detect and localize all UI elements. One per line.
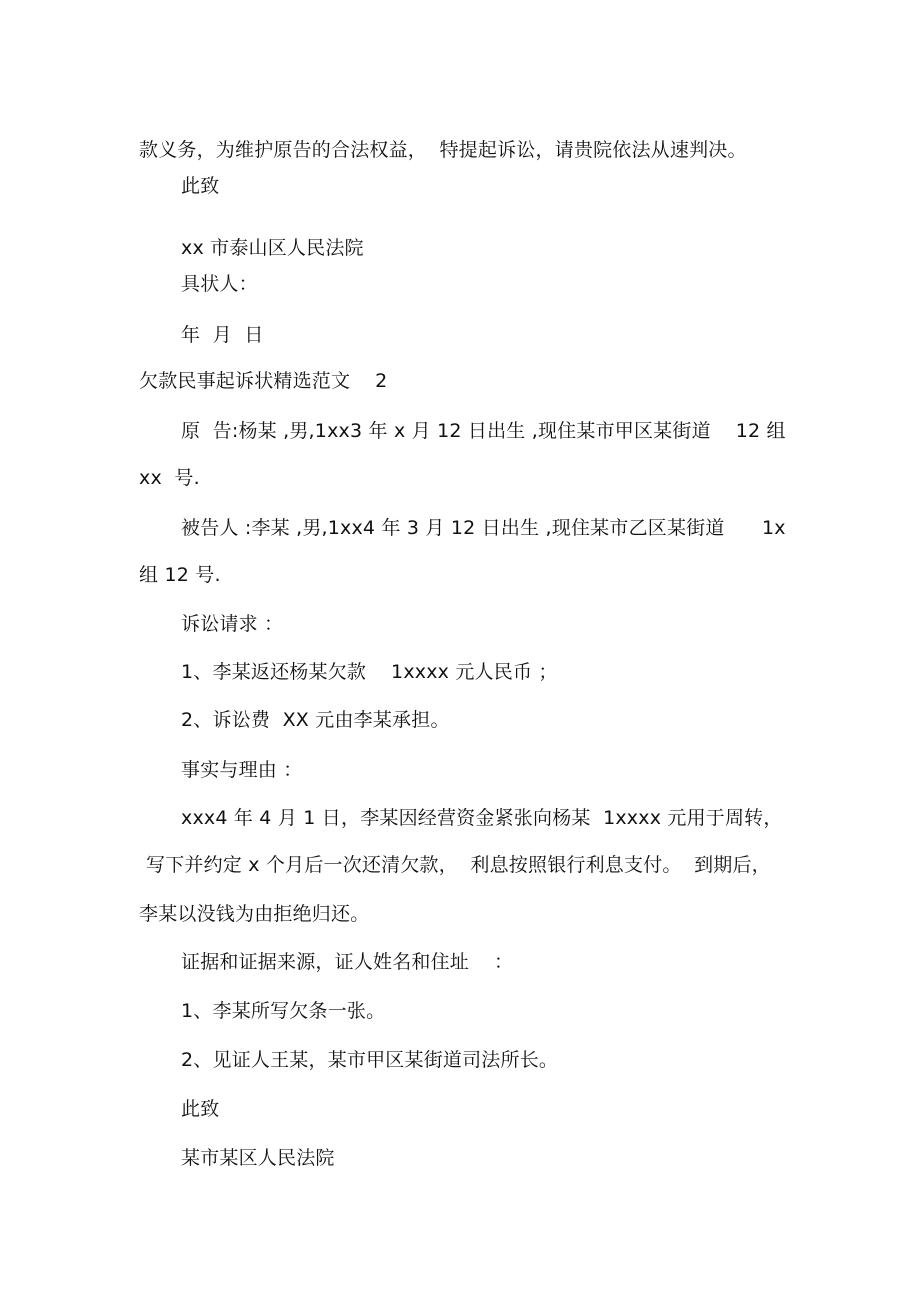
text-line-salutation-2: 此致 (181, 1098, 220, 1120)
text-line-defendant: 被告人 :李某 ,男,1xx4 年 3 月 12 日出生 ,现住某市乙区某街道 1x (181, 517, 786, 539)
text-line-signer: 具状人： (181, 273, 258, 295)
text-line-evidence-heading: 证据和证据来源，证人姓名和住址 ： (181, 951, 514, 973)
text-line-claim-2: 2、诉讼费 XX 元由李某承担。 (181, 709, 450, 731)
text-line-evidence-2: 2、见证人王某，某市甲区某街道司法所长。 (181, 1049, 559, 1071)
text-line-facts-3: 李某以没钱为由拒绝归还。 (139, 903, 370, 925)
text-line-date: 年 月 日 (181, 324, 264, 346)
text-line-evidence-1: 1、李某所写欠条一张。 (181, 1000, 386, 1022)
text-line-salutation: 此致 (181, 175, 220, 197)
text-line-claims-heading: 诉讼请求 ： (181, 613, 284, 635)
text-line-claim-ending: 款义务，为维护原告的合法权益， 特提起诉讼，请贵院依法从速判决。 (139, 139, 747, 161)
text-line-court-name-2: 某市某区人民法院 (181, 1147, 335, 1169)
section-heading: 欠款民事起诉状精选范文 2 (139, 370, 388, 392)
text-line-court-name: xx 市泰山区人民法院 (181, 237, 364, 259)
text-line-facts-2: 写下并约定 x 个月后一次还清欠款， 利息按照银行利息支付。 到期后， (146, 854, 771, 876)
text-line-facts-1: xxx4 年 4 月 1 日，李某因经营资金紧张向杨某 1xxxx 元用于周转， (181, 807, 783, 829)
text-line-plaintiff-cont: xx 号. (139, 467, 200, 489)
text-line-claim-1: 1、李某返还杨某欠款 1xxxx 元人民币 ； (181, 661, 558, 683)
text-line-defendant-cont: 组 12 号. (139, 564, 221, 586)
text-line-plaintiff: 原 告:杨某 ,男,1xx3 年 x 月 12 日出生 ,现住某市甲区某街道 12 组 (181, 420, 786, 442)
text-line-facts-heading: 事实与理由 ： (181, 759, 303, 781)
